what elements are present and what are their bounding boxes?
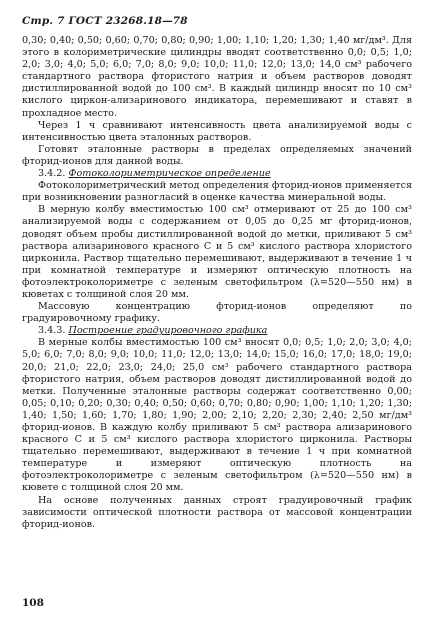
section-title: Построение градуировочного графика bbox=[68, 325, 268, 337]
paragraph-procedure: В мерную колбу вместимостью 100 см³ отмеривают от 25 до 100 см³ анализируемой воды с содержанием от 0,05 до 0,25 мг фторид-ионов, доводят объем пробы дистиллированной водой до метки, приливают 5 см³ раствора ализаринового красного С и 5 см³ кислого раствора хлористого цирконила. Раствор тщательно перемешивают, выдерживают в течение 1 ч при комнатной температуре и измеряют оптическую плотность на фотоэлектроколориметре с зеленым светофильтром (λ=520—550 нм) в кюветах с толщиной слоя 20 мм. bbox=[22, 204, 412, 300]
page-number: 108 bbox=[22, 597, 44, 609]
paragraph-prepare-standards: Готовят эталонные растворы в пределах определяемых значений фторид-ионов для данной воды. bbox=[22, 143, 412, 167]
paragraph-compare-intensity: Через 1 ч сравнивают интенсивность цвета анализируемой воды с интенсивностью цвета эталонных растворов. bbox=[22, 119, 412, 143]
paragraph-build-graph: На основе полученных данных строят градуировочный график зависимости оптической плотности раствора от массовой концентрации фторид-ионов. bbox=[22, 494, 412, 530]
paragraph-method-usage: Фотоколориметрический метод определения фторид-ионов применяется при возникновении разногласий в оценке качества минеральной воды. bbox=[22, 180, 412, 204]
paragraph-determine-concentration: Массовую концентрацию фторид-ионов определяют по градуировочному графику. bbox=[22, 301, 412, 325]
section-title: Фотоколориметрическое определение bbox=[68, 168, 271, 180]
paragraph-calibration-procedure: В мерные колбы вместимостью 100 см³ вносят 0,0; 0,5; 1,0; 2,0; 3,0; 4,0; 5,0; 6,0; 7,0; 8,0; 9,0; 10,0; 11,0; 12,0; 13,0; 14,0; 15,0; 16,0; 17,0; 18,0; 19,0; 20,0; 21,0; 22,0; 23,0; 24,0; 25,0 см³ рабочего стандартного раствора фтористого натрия, объем растворов доводят дистиллированной водой до метки. Полученные эталонные растворы содержат соответственно 0,00; 0,05; 0,10; 0,20; 0,30; 0,40; 0,50; 0,60; 0,70; 0,80; 0,90; 1,00; 1,10; 1,20; 1,30; 1,40; 1,50; 1,60; 1,70; 1,80; 1,90; 2,00; 2,10; 2,20; 2,30; 2,40; 2,50 мг/дм³ фторид-ионов. В каждую колбу приливают 5 см³ раствора ализаринового красного С и 5 см³ кислого раствора хлористого цирконила. Растворы тщательно перемешивают, выдерживают в течение 1 ч при комнатной температуре и измеряют оптическую плотность на фотоэлектроколориметре с зеленым светофильтром (λ=520—550 нм) в кювете с толщиной слоя 20 мм. bbox=[22, 337, 412, 494]
paragraph-calibration-values: 0,30; 0,40; 0,50; 0,60; 0,70; 0,80; 0,90; 1,00; 1,10; 1,20; 1,30; 1,40 мг/дм³. Для этого в колориметрические цилиндры вводят соответственно 0,0; 0,5; 1,0; 2,0; 3,0; 4,0; 5,0; 6,0; 7,0; 8,0; 9,0; 10,0; 11,0; 12,0; 13,0; 14,0 см³ рабочего стандартного раствора фтористого натрия и объем растворов доводят дистиллированной водой до 100 см³. В каждый цилиндр вносят по 10 см³ кислого циркон-ализаринового индикатора, перемешивают и ставят в прохладное место. bbox=[22, 35, 412, 119]
section-heading-calibration-graph bbox=[22, 325, 412, 337]
section-heading-photocolorimetric bbox=[22, 168, 412, 180]
section-number: 3.4.2. bbox=[38, 168, 66, 180]
section-number: 3.4.3. bbox=[38, 325, 66, 337]
page-header: Стр. 7 ГОСТ 23268.18—78 bbox=[22, 15, 188, 27]
document-body bbox=[22, 35, 412, 531]
